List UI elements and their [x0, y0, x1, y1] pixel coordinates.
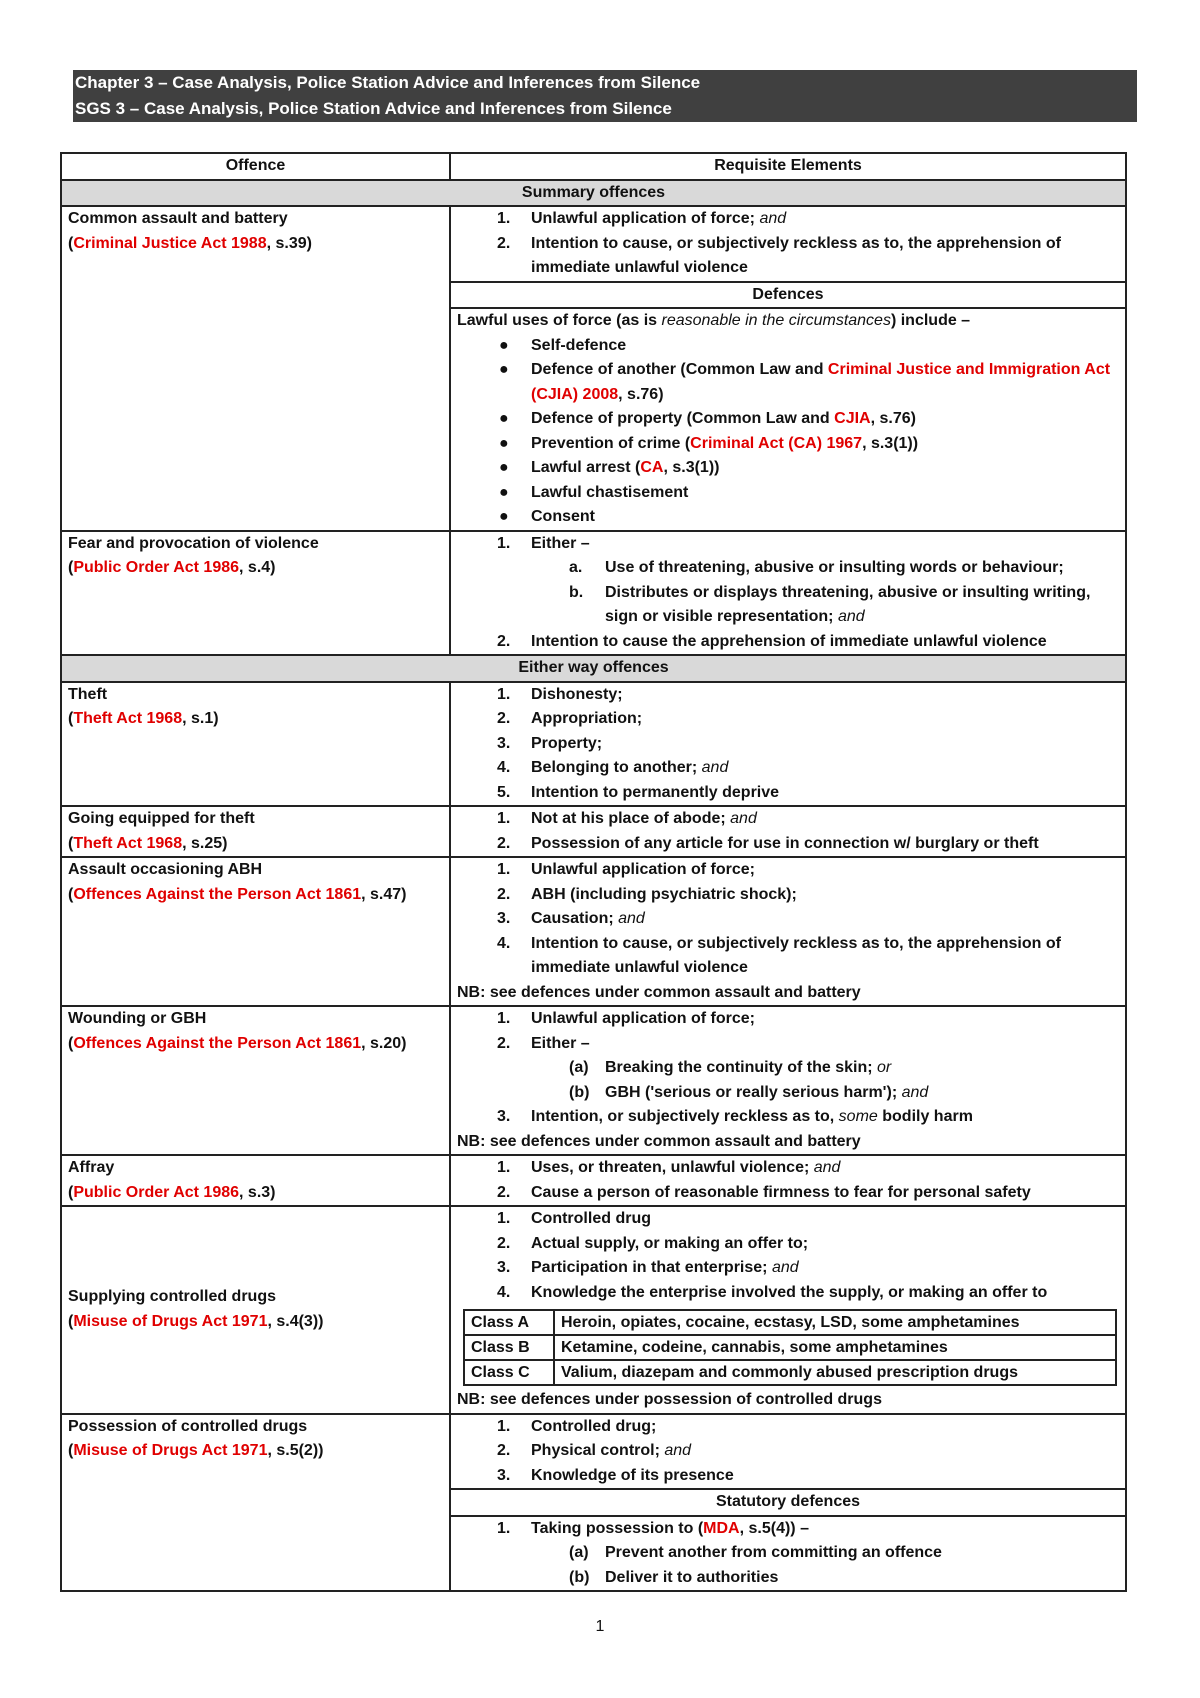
table-row: [61, 1006, 1126, 1155]
drug-class-row: Class A Heroin, opiates, cocaine, ecstasy, LSD, some amphetamines: [464, 1310, 1116, 1335]
list-item: b. Distributes or displays threatening, abusive or insulting writing, sign or visible representation; and: [569, 583, 1091, 625]
table-row: [61, 1414, 1126, 1490]
elements-cell: [450, 682, 1126, 807]
column-header-elements: Requisite Elements: [450, 153, 1126, 180]
offence-name: Possession of controlled drugs: [68, 1417, 308, 1435]
offence-cell: [61, 1206, 450, 1414]
elements-cell: [450, 857, 1126, 1006]
nb-note: NB: see defences under possession of controlled drugs: [457, 1391, 882, 1408]
offence-cell: [61, 531, 450, 656]
bullet-icon: ●: [499, 336, 509, 354]
list-item: 5. Intention to permanently deprive: [497, 783, 780, 801]
list-item: 4. Knowledge the enterprise involved the supply, or making an offer to: [497, 1283, 1048, 1301]
list-item: 1. Not at his place of abode; and: [497, 810, 757, 827]
list-item: ● Self-defence: [457, 334, 1119, 359]
list-item: 1. Unlawful application of force;: [497, 861, 756, 878]
offence-name: Fear and provocation of violence: [68, 534, 319, 552]
offence-name: Going equipped for theft: [68, 810, 255, 827]
defences-intro: Lawful uses of force (as is reasonable in the circumstances) include –: [457, 312, 971, 329]
list-item: ● Defence of property (Common Law and CJIA, s.76): [457, 407, 1119, 432]
elements-cell: [450, 1155, 1126, 1206]
table-row: [61, 857, 1126, 1006]
elements-cell: [450, 806, 1126, 857]
list-item: a. Use of threatening, abusive or insulting words or behaviour;: [569, 559, 1064, 576]
offence-cell: [61, 806, 450, 857]
list-item: 2. ABH (including psychiatric shock);: [497, 885, 797, 903]
bullet-icon: ●: [499, 361, 509, 378]
list-item: 1. Unlawful application of force;: [497, 1010, 756, 1027]
list-item: ● Prevention of crime (Criminal Act (CA) 1967, s.3(1)): [457, 432, 1119, 457]
elements-cell: [450, 531, 1126, 656]
column-header-offence: Offence: [61, 153, 450, 180]
elements-cell: [450, 1206, 1126, 1414]
list-item: 2. Actual supply, or making an offer to;: [497, 1234, 809, 1252]
sgs-title: SGS 3 – Case Analysis, Police Station Advice and Inferences from Silence: [75, 99, 672, 118]
list-item: 1. Taking possession to (MDA, s.5(4)) –: [497, 1519, 809, 1537]
offence-cell: [61, 206, 450, 531]
table-row: [61, 1206, 1126, 1414]
bullet-icon: ●: [499, 508, 509, 525]
offence-statute: (Misuse of Drugs Act 1971, s.5(2)): [68, 1442, 324, 1459]
offence-cell: [61, 1155, 450, 1206]
list-item: 3. Knowledge of its presence: [497, 1466, 734, 1484]
statutory-defences-heading: Statutory defences: [450, 1489, 1126, 1516]
bullet-icon: ●: [499, 483, 509, 501]
offence-name: Theft: [68, 685, 108, 703]
offence-statute: (Theft Act 1968, s.25): [68, 834, 228, 852]
page-header: [73, 70, 1137, 122]
list-item: 1. Controlled drug;: [497, 1417, 657, 1435]
list-item: (a) Prevent another from committing an offence: [569, 1544, 942, 1561]
list-item: 1. Dishonesty;: [497, 685, 623, 703]
drug-class-row: Class C Valium, diazepam and commonly abused prescription drugs: [464, 1360, 1116, 1385]
offence-statute: (Offences Against the Person Act 1861, s.47): [68, 885, 407, 903]
offence-statute: (Misuse of Drugs Act 1971, s.4(3)): [68, 1312, 324, 1330]
list-item: 2. Cause a person of reasonable firmness to fear for personal safety: [497, 1183, 1031, 1201]
offence-statute: (Public Order Act 1986, s.4): [68, 559, 276, 576]
list-item: (b) Deliver it to authorities: [569, 1568, 779, 1586]
list-item: ● Lawful chastisement: [457, 481, 1119, 506]
offence-statute: (Theft Act 1968, s.1): [68, 710, 219, 727]
offence-cell: [61, 682, 450, 807]
list-item: 4. Intention to cause, or subjectively reckless as to, the apprehension of immediate unlawful violence: [497, 934, 1061, 976]
drug-class-row: Class B Ketamine, codeine, cannabis, some amphetamines: [464, 1335, 1116, 1360]
list-item: 3. Causation; and: [497, 910, 645, 927]
offence-name: Common assault and battery: [68, 210, 288, 227]
list-item: 3. Participation in that enterprise; and: [497, 1259, 799, 1276]
offence-cell: [61, 857, 450, 1006]
statutory-defences-cell: [450, 1516, 1126, 1592]
list-item: 4. Belonging to another; and: [497, 759, 729, 776]
bullet-icon: ●: [499, 434, 509, 452]
list-item: 3. Intention, or subjectively reckless as to, some bodily harm: [497, 1108, 973, 1125]
list-item: 1. Controlled drug: [497, 1210, 651, 1227]
section-either-way-offences: Either way offences: [61, 655, 1126, 682]
table-row: [61, 531, 1126, 656]
table-row: [61, 1155, 1126, 1206]
table-row: [61, 806, 1126, 857]
section-summary-offences: Summary offences: [61, 180, 1126, 207]
list-item: 2. Intention to cause, or subjectively reckless as to, the apprehension of immediate unlawful violence: [497, 234, 1061, 276]
table-row: [61, 682, 1126, 807]
bullet-icon: ●: [499, 459, 509, 476]
bullet-icon: ●: [499, 410, 509, 427]
offence-cell: [61, 1414, 450, 1592]
list-item: 3. Property;: [497, 734, 603, 752]
drug-class-table: [463, 1309, 1117, 1386]
list-item: (b) GBH ('serious or really serious harm'); and: [569, 1083, 929, 1101]
offence-cell: [61, 1006, 450, 1155]
list-item: 1. Uses, or threaten, unlawful violence; and: [497, 1159, 841, 1176]
page-number: 1: [595, 1618, 605, 1635]
list-item: 2. Possession of any article for use in connection w/ burglary or theft: [497, 834, 1039, 852]
offences-table: [60, 152, 1127, 1592]
offence-statute: (Offences Against the Person Act 1861, s.20): [68, 1034, 407, 1052]
statute-name: Criminal Justice Act 1988: [73, 234, 267, 252]
offence-statute: (Public Order Act 1986, s.3): [68, 1183, 276, 1201]
list-item: 2. Appropriation;: [497, 710, 643, 727]
list-item: 2. Intention to cause the apprehension of immediate unlawful violence: [497, 632, 1047, 650]
elements-cell: [450, 1006, 1126, 1155]
defences-heading: Defences: [450, 282, 1126, 309]
elements-cell: [450, 1414, 1126, 1490]
list-item: 2. Physical control; and: [497, 1442, 692, 1459]
offence-name: Wounding or GBH: [68, 1010, 207, 1027]
table-row: [61, 206, 1126, 282]
offence-name: Affray: [68, 1159, 115, 1176]
list-item: ● Defence of another (Common Law and Criminal Justice and Immigration Act (CJIA) 2008, s.76): [457, 358, 1119, 407]
elements-cell: [450, 206, 1126, 282]
list-item: ● Consent: [457, 505, 1119, 530]
list-item: 2. Either –: [497, 1034, 590, 1052]
offence-name: Assault occasioning ABH: [68, 861, 263, 878]
chapter-title: Chapter 3 – Case Analysis, Police Station Advice and Inferences from Silence: [75, 73, 701, 92]
list-item: 1. Either –: [497, 534, 590, 552]
offence-statute: (Criminal Justice Act 1988, s.39): [68, 234, 312, 252]
nb-note: NB: see defences under common assault and battery: [457, 1132, 861, 1150]
list-item: ● Lawful arrest (CA, s.3(1)): [457, 456, 1119, 481]
list-item: 1. Unlawful application of force; and: [497, 210, 787, 227]
list-item: (a) Breaking the continuity of the skin; or: [569, 1059, 892, 1076]
offence-name: Supplying controlled drugs: [68, 1288, 276, 1306]
nb-note: NB: see defences under common assault and battery: [457, 983, 861, 1001]
defences-cell: [450, 308, 1126, 531]
